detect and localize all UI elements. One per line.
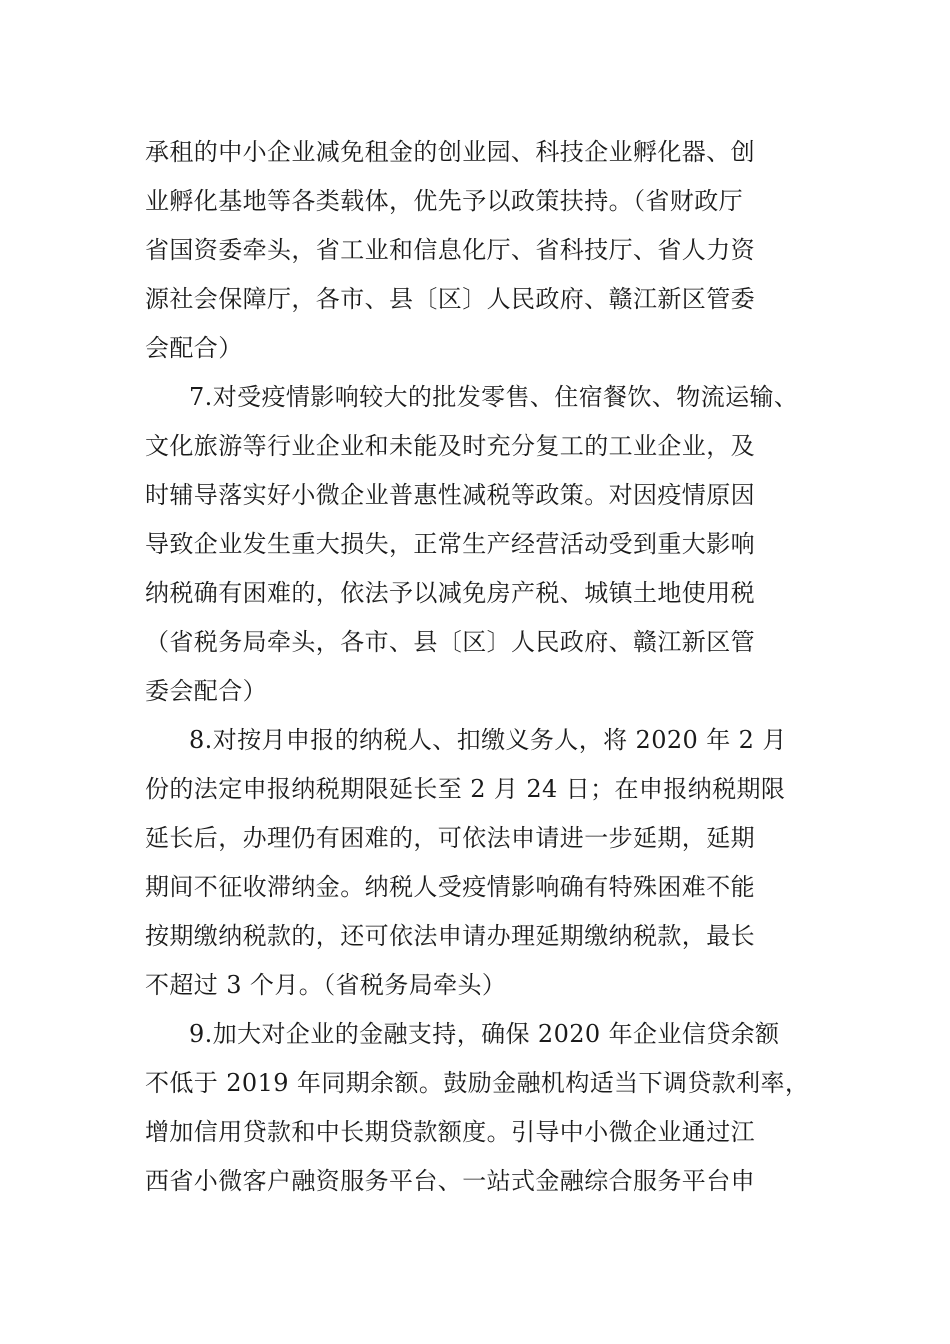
text-line: 源社会保障厅，各市、县〔区〕人民政府、赣江新区管委 xyxy=(145,285,755,313)
text-line: 份的法定申报纳税期限延长至 2 月 24 日；在申报纳税期限 xyxy=(145,775,786,803)
text-line: 不低于 2019 年同期余额。鼓励金融机构适当下调贷款利率， xyxy=(145,1069,810,1097)
text-line: 纳税确有困难的，依法予以减免房产税、城镇土地使用税 xyxy=(145,579,755,607)
text-line: 按期缴纳税款的，还可依法申请办理延期缴纳税款，最长 xyxy=(145,922,755,950)
paragraph-9-first-line: 9.加大对企业的金融支持，确保 2020 年企业信贷余额 xyxy=(189,1020,780,1048)
text-line: 业孵化基地等各类载体，优先予以政策扶持。（省财政厅 xyxy=(145,187,743,215)
text-line: 时辅导落实好小微企业普惠性减税等政策。对因疫情原因 xyxy=(145,481,755,509)
text-line: 延长后，办理仍有困难的，可依法申请进一步延期，延期 xyxy=(145,824,755,852)
text-line: 承租的中小企业减免租金的创业园、科技企业孵化器、创 xyxy=(145,138,755,166)
paragraph-7-first-line: 7.对受疫情影响较大的批发零售、住宿餐饮、物流运输、 xyxy=(189,383,799,411)
text-line: 委会配合） xyxy=(145,677,267,705)
paragraph-8-first-line: 8.对按月申报的纳税人、扣缴义务人，将 2020 年 2 月 xyxy=(189,726,787,754)
text-line: 省国资委牵头，省工业和信息化厅、省科技厅、省人力资 xyxy=(145,236,755,264)
text-line: 不超过 3 个月。（省税务局牵头） xyxy=(145,971,507,999)
text-line: 会配合） xyxy=(145,334,243,362)
text-line: 增加信用贷款和中长期贷款额度。引导中小微企业通过江 xyxy=(145,1118,755,1146)
text-line: （省税务局牵头，各市、县〔区〕人民政府、赣江新区管 xyxy=(145,628,755,656)
text-line: 文化旅游等行业企业和未能及时充分复工的工业企业，及 xyxy=(145,432,755,460)
text-line: 西省小微客户融资服务平台、一站式金融综合服务平台申 xyxy=(145,1167,755,1195)
document-body xyxy=(145,128,825,1206)
text-line: 期间不征收滞纳金。纳税人受疫情影响确有特殊困难不能 xyxy=(145,873,755,901)
text-line: 导致企业发生重大损失，正常生产经营活动受到重大影响 xyxy=(145,530,755,558)
